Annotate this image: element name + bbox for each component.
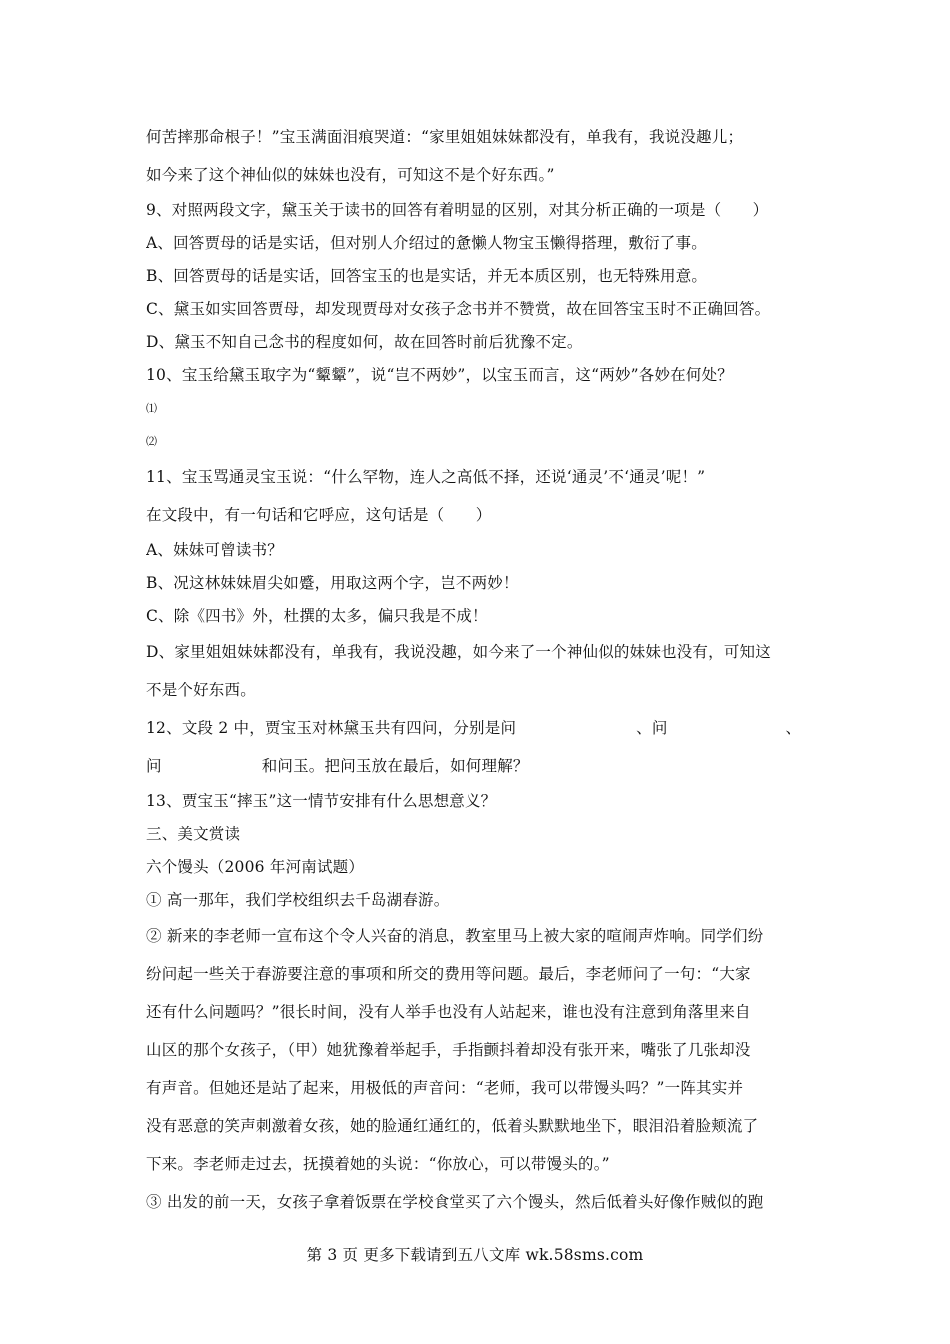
paragraph-line: 如今来了这个神仙似的妹妹也没有，可知这不是个好东西。”	[146, 166, 555, 184]
question-11-cont: 在文段中，有一句话和它呼应，这句话是（ ）	[146, 506, 492, 524]
paragraph-line: 纷问起一些关于春游要注意的事项和所交的费用等问题。最后，李老师问了一句：“大家	[146, 965, 751, 983]
option-d-cont: 不是个好东西。	[146, 681, 256, 699]
question-12-cont	[146, 747, 806, 785]
answer-blank-1: ⑴	[146, 402, 158, 415]
option-a: A、妹妹可曾读书？	[146, 541, 283, 559]
paragraph-line: 还有什么问题吗？”很长时间，没有人举手也没有人站起来，谁也没有注意到角落里来自	[146, 1003, 751, 1021]
question-9: 9、对照两段文字，黛玉关于读书的回答有着明显的区别，对其分析正确的一项是（ ）	[146, 201, 769, 219]
option-b: B、况这林妹妹眉尖如蹙，用取这两个字，岂不两妙！	[146, 574, 519, 592]
question-12	[146, 709, 806, 747]
option-d: D、黛玉不知自己念书的程度如何，故在回答时前后犹豫不定。	[146, 333, 583, 351]
article-title: 六个馒头（2006 年河南试题）	[146, 858, 365, 876]
paragraph-line: 有声音。但她还是站了起来，用极低的声音问：“老师，我可以带馒头吗？”一阵其实并	[146, 1079, 744, 1097]
question-12-text: 12、文段 2 中，贾宝玉对林黛玉共有四问，分别是问	[146, 719, 517, 737]
question-12-sep: 、	[785, 719, 802, 737]
paragraph-line: 下来。李老师走过去，抚摸着她的头说：“你放心，可以带馒头的。”	[146, 1155, 610, 1173]
paragraph-3: ③ 出发的前一天，女孩子拿着饭票在学校食堂买了六个馒头，然后低着头好像作贼似的跑	[146, 1193, 764, 1211]
question-13: 13、贾宝玉“摔玉”这一情节安排有什么思想意义？	[146, 792, 497, 810]
option-a: A、回答贾母的话是实话，但对别人介绍过的惫懒人物宝玉懒得搭理，敷衍了事。	[146, 234, 707, 252]
option-c: C、黛玉如实回答贾母，却发现贾母对女孩子念书并不赞赏，故在回答宝玉时不正确回答。	[146, 300, 771, 318]
paragraph-2: ② 新来的李老师一宣布这个令人兴奋的消息，教室里马上被大家的喧闹声炸响。同学们纷	[146, 927, 764, 945]
question-10: 10、宝玉给黛玉取字为“颦颦”，说“岂不两妙”，以宝玉而言，这“两妙”各妙在何处？	[146, 366, 733, 384]
question-12-text: 和问玉。把问玉放在最后，如何理解？	[261, 757, 529, 775]
paragraph-line: 山区的那个女孩子，（甲）她犹豫着举起手，手指颤抖着却没有张开来，嘴张了几张却没	[146, 1041, 751, 1059]
document-body	[146, 118, 806, 1221]
question-12-sep: 、问	[636, 719, 668, 737]
option-d: D、家里姐姐妹妹都没有，单我有，我说没趣，如今来了一个神仙似的妹妹也没有，可知这	[146, 643, 771, 661]
page-footer: 第 3 页 更多下载请到五八文库 wk.58sms.com	[306, 1246, 644, 1264]
question-12-text: 问	[146, 757, 162, 775]
section-heading: 三、美文赏读	[146, 825, 241, 843]
question-11: 11、宝玉骂通灵宝玉说：“什么罕物，连人之高低不择，还说‘通灵’不‘通灵’呢！”	[146, 468, 706, 486]
paragraph-1: ① 高一那年，我们学校组织去千岛湖春游。	[146, 891, 450, 909]
paragraph-line: 何苦摔那命根子！”宝玉满面泪痕哭道：“家里姐姐妹妹都没有，单我有，我说没趣儿；	[146, 128, 744, 146]
paragraph-line: 没有恶意的笑声刺激着女孩，她的脸通红通红的，低着头默默地坐下，眼泪沿着脸颊流了	[146, 1117, 759, 1135]
option-c: C、除《四书》外，杜撰的太多，偏只我是不成！	[146, 607, 488, 625]
answer-blank-2: ⑵	[146, 435, 158, 448]
option-b: B、回答贾母的话是实话，回答宝玉的也是实话，并无本质区别，也无特殊用意。	[146, 267, 708, 285]
